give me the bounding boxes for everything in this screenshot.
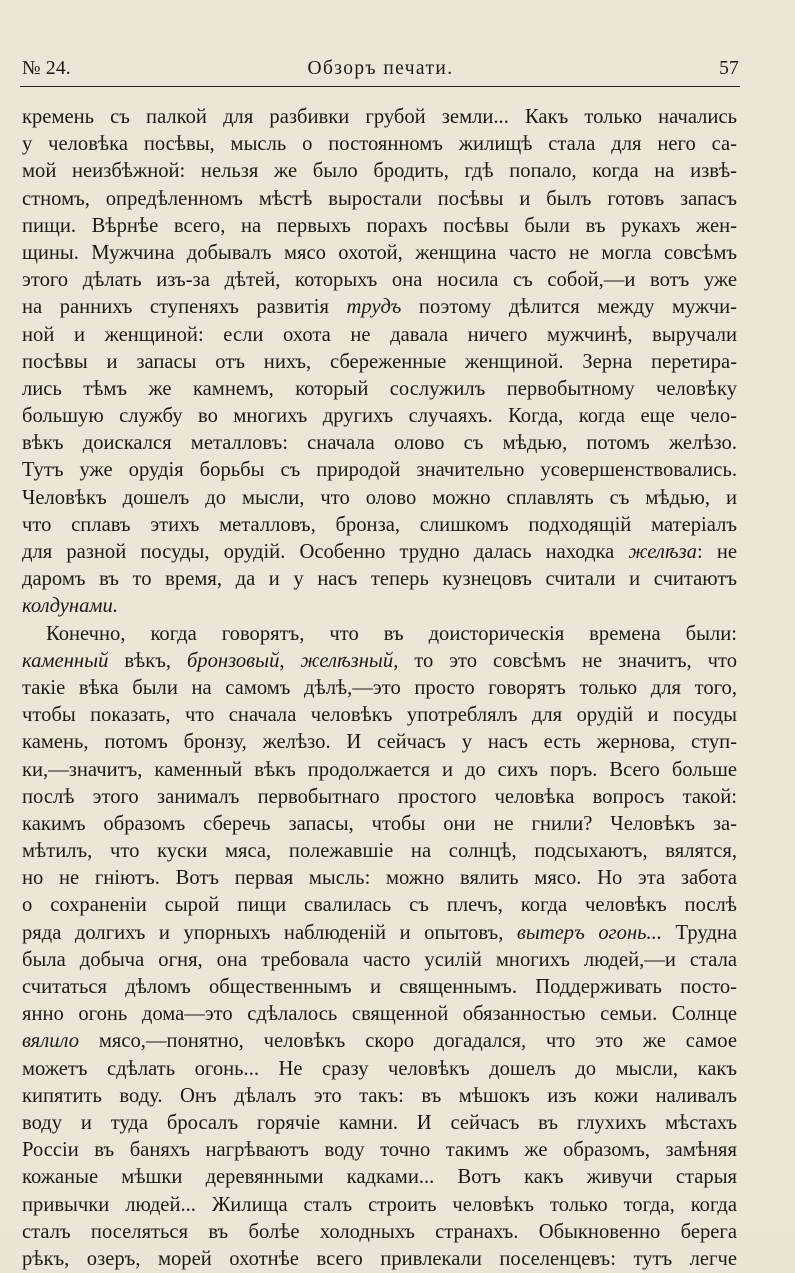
text-segment: у человѣка посѣвы, мысль о постоянномъ жилищѣ стала для него са-: [22, 133, 737, 156]
text-segment: лись тѣмъ же камнемъ, который сослужилъ первобытному человѣку: [22, 377, 737, 400]
text-line: [22, 294, 737, 321]
text-segment: послѣ этого занималъ первобытнаго простого человѣка вопросъ такой:: [22, 785, 737, 808]
text-segment: щины. Мужчина добывалъ мясо охотой, женщина часто не могла совсѣмъ: [22, 241, 737, 264]
text-line: [22, 784, 737, 811]
italic-text: колдунами.: [22, 595, 118, 618]
text-line: [22, 240, 737, 267]
italic-text: желѣзный: [300, 649, 394, 672]
text-line: [22, 158, 737, 185]
text-line: [22, 947, 737, 974]
text-line: [22, 648, 737, 675]
text-line: [22, 892, 737, 919]
text-line: [22, 1164, 737, 1191]
text-segment: большую службу во многихъ другихъ случаяхъ. Когда, когда еще чело-: [22, 405, 737, 428]
italic-text: каменный: [22, 649, 109, 672]
italic-text: желѣза: [628, 541, 697, 563]
italic-text: трудъ: [346, 296, 402, 319]
running-title: Обзоръ печати.: [307, 58, 454, 79]
text-line: [22, 213, 737, 240]
text-segment: ,: [279, 649, 301, 672]
text-line: [22, 1137, 737, 1164]
text-line: [22, 186, 737, 213]
text-segment: привычки людей... Жилища сталъ строить человѣкъ только тогда, когда: [22, 1193, 737, 1216]
text-segment: ной и женщиной: если охота не давала ничего мужчинѣ, выручали: [22, 323, 737, 346]
text-segment: Человѣкъ дошелъ до мысли, что олово можно сплавлять съ мѣдью, и: [22, 486, 737, 509]
text-line: [22, 675, 737, 702]
text-segment: считаться дѣломъ общественнымъ и священнымъ. Поддерживать посто-: [22, 976, 737, 998]
text-segment: какимъ образомъ сберечь запасы, чтобы они не гнили? Человѣкъ за-: [22, 812, 737, 835]
issue-number: № 24.: [22, 58, 71, 79]
text-segment: вѣкъ,: [108, 649, 187, 672]
text-segment: воду и туда бросалъ горячіе камни. И сейчасъ въ глухихъ мѣстахъ: [22, 1111, 737, 1134]
text-segment: этого дѣлать изъ-за дѣтей, которыхъ она носила съ собой,—и вотъ уже: [22, 269, 737, 292]
text-segment: мой неизбѣжной: нельзя же было бродить, гдѣ попало, когда на извѣ-: [22, 160, 737, 183]
italic-text: бронзовый: [186, 649, 280, 672]
text-segment: ки,—значитъ, каменный вѣкъ продолжается и до сихъ поръ. Всего больше: [22, 758, 737, 781]
text-line: [22, 566, 737, 593]
text-segment: рѣкъ, озеръ, морей охотнѣе всего привлекали поселенцевъ: тутъ легче: [22, 1247, 737, 1270]
text-segment: камень, потомъ бронзу, желѣзо. И сейчасъ у насъ есть жернова, ступ-: [22, 731, 737, 754]
text-line: [22, 838, 737, 865]
text-line: [22, 1028, 737, 1055]
text-segment: даромъ въ то время, да и у насъ теперь кузнецовъ считали и считаютъ: [22, 568, 737, 591]
text-segment: посѣвы и запасы отъ нихъ, сбереженные женщиной. Зерна перетира-: [22, 350, 737, 373]
text-line: [22, 457, 737, 484]
text-segment: мѣтилъ, что куски мяса, полежавшіе на солнцѣ, подсыхаютъ, вялятся,: [22, 840, 737, 863]
text-line: [22, 1219, 737, 1246]
text-line: [22, 376, 737, 403]
text-segment: можетъ сдѣлать огонь... Не сразу человѣкъ дошелъ до мысли, какъ: [22, 1057, 737, 1080]
text-line: [22, 485, 737, 512]
text-segment: стномъ, опредѣленномъ мѣстѣ выростали посѣвы и былъ готовъ запасъ: [22, 187, 737, 210]
page-number: 57: [719, 58, 739, 79]
text-segment: для разной посуды, орудій. Особенно трудно далась находка: [22, 541, 629, 563]
text-segment: о сохраненіи сырой пищи свалилась съ плечъ, когда человѣкъ послѣ: [22, 894, 737, 917]
text-segment: сталъ поселяться въ болѣе холодныхъ странахъ. Обыкновенно берега: [22, 1220, 737, 1243]
text-line: [22, 539, 737, 566]
text-line: [22, 403, 737, 430]
running-header: [22, 58, 739, 88]
text-segment: Россіи въ баняхъ нагрѣваютъ воду точно такимъ же образомъ, замѣняя: [22, 1139, 737, 1162]
text-segment: : не: [696, 541, 737, 563]
text-line: [22, 430, 737, 457]
text-line: [22, 1083, 737, 1110]
text-line: [22, 702, 737, 729]
text-line: [22, 974, 737, 1001]
italic-text: вытеръ огонь...: [516, 921, 662, 944]
text-segment: кожаные мѣшки деревянными кадками... Вотъ какъ живучи старыя: [22, 1166, 737, 1189]
text-line: [22, 729, 737, 756]
text-segment: была добыча огня, она требовала часто усилій многихъ людей,—и стала: [22, 948, 737, 971]
text-segment: янно огонь дома—это сдѣлалось священной обязанностью семьи. Солнце: [22, 1003, 737, 1026]
text-segment: чтобы показать, что сначала человѣкъ употреблялъ для орудій и посуды: [22, 704, 737, 727]
text-segment: пищи. Вѣрнѣе всего, на первыхъ порахъ посѣвы были въ рукахъ жен-: [22, 214, 737, 237]
text-line: [22, 1056, 737, 1083]
text-line: [22, 865, 737, 892]
text-segment: кремень съ палкой для разбивки грубой земли... Какъ только начались: [22, 106, 737, 128]
text-line: [22, 621, 737, 648]
text-segment: кипятить воду. Онъ дѣлалъ это такъ: въ мѣшокъ изъ кожи наливалъ: [22, 1084, 737, 1107]
text-line: [22, 1192, 737, 1219]
text-line: [22, 757, 737, 784]
header-rule: [20, 86, 740, 87]
text-line: [22, 1110, 737, 1137]
text-line: [22, 1246, 737, 1273]
text-segment: Конечно, когда говорятъ, что въ доисторическія времена были:: [46, 622, 737, 645]
text-line: [22, 104, 737, 131]
text-segment: на раннихъ ступеняхъ развитія: [22, 296, 347, 319]
text-segment: вѣкъ доискался металловъ: сначала олово съ мѣдью, потомъ желѣзо.: [22, 432, 737, 455]
text-segment: мясо,—понятно, человѣкъ скоро догадался, что это же самое: [79, 1030, 737, 1053]
text-line: [22, 593, 737, 620]
body-text: [22, 104, 737, 1273]
text-segment: Тутъ уже орудія борьбы съ природой значительно усовершенствовались.: [22, 459, 737, 482]
text-segment: Трудна: [661, 921, 737, 944]
text-line: [22, 349, 737, 376]
text-line: [22, 512, 737, 539]
text-line: [22, 920, 737, 947]
text-segment: но не гніютъ. Вотъ первая мысль: можно вялить мясо. Но эта забота: [22, 867, 737, 890]
text-line: [22, 322, 737, 349]
text-line: [22, 1001, 737, 1028]
text-segment: поэтому дѣлится между мужчи-: [401, 296, 737, 319]
text-segment: , то это совсѣмъ не значитъ, что: [393, 649, 737, 672]
text-segment: такіе вѣка были на самомъ дѣлѣ,—это просто говорятъ только для того,: [22, 676, 737, 699]
text-line: [22, 131, 737, 158]
text-segment: что сплавъ этихъ металловъ, бронза, слишкомъ подходящій матеріалъ: [22, 513, 737, 536]
text-segment: ряда долгихъ и упорныхъ наблюденій и опытовъ,: [22, 921, 517, 944]
text-line: [22, 267, 737, 294]
text-line: [22, 811, 737, 838]
italic-text: вялило: [22, 1030, 80, 1053]
